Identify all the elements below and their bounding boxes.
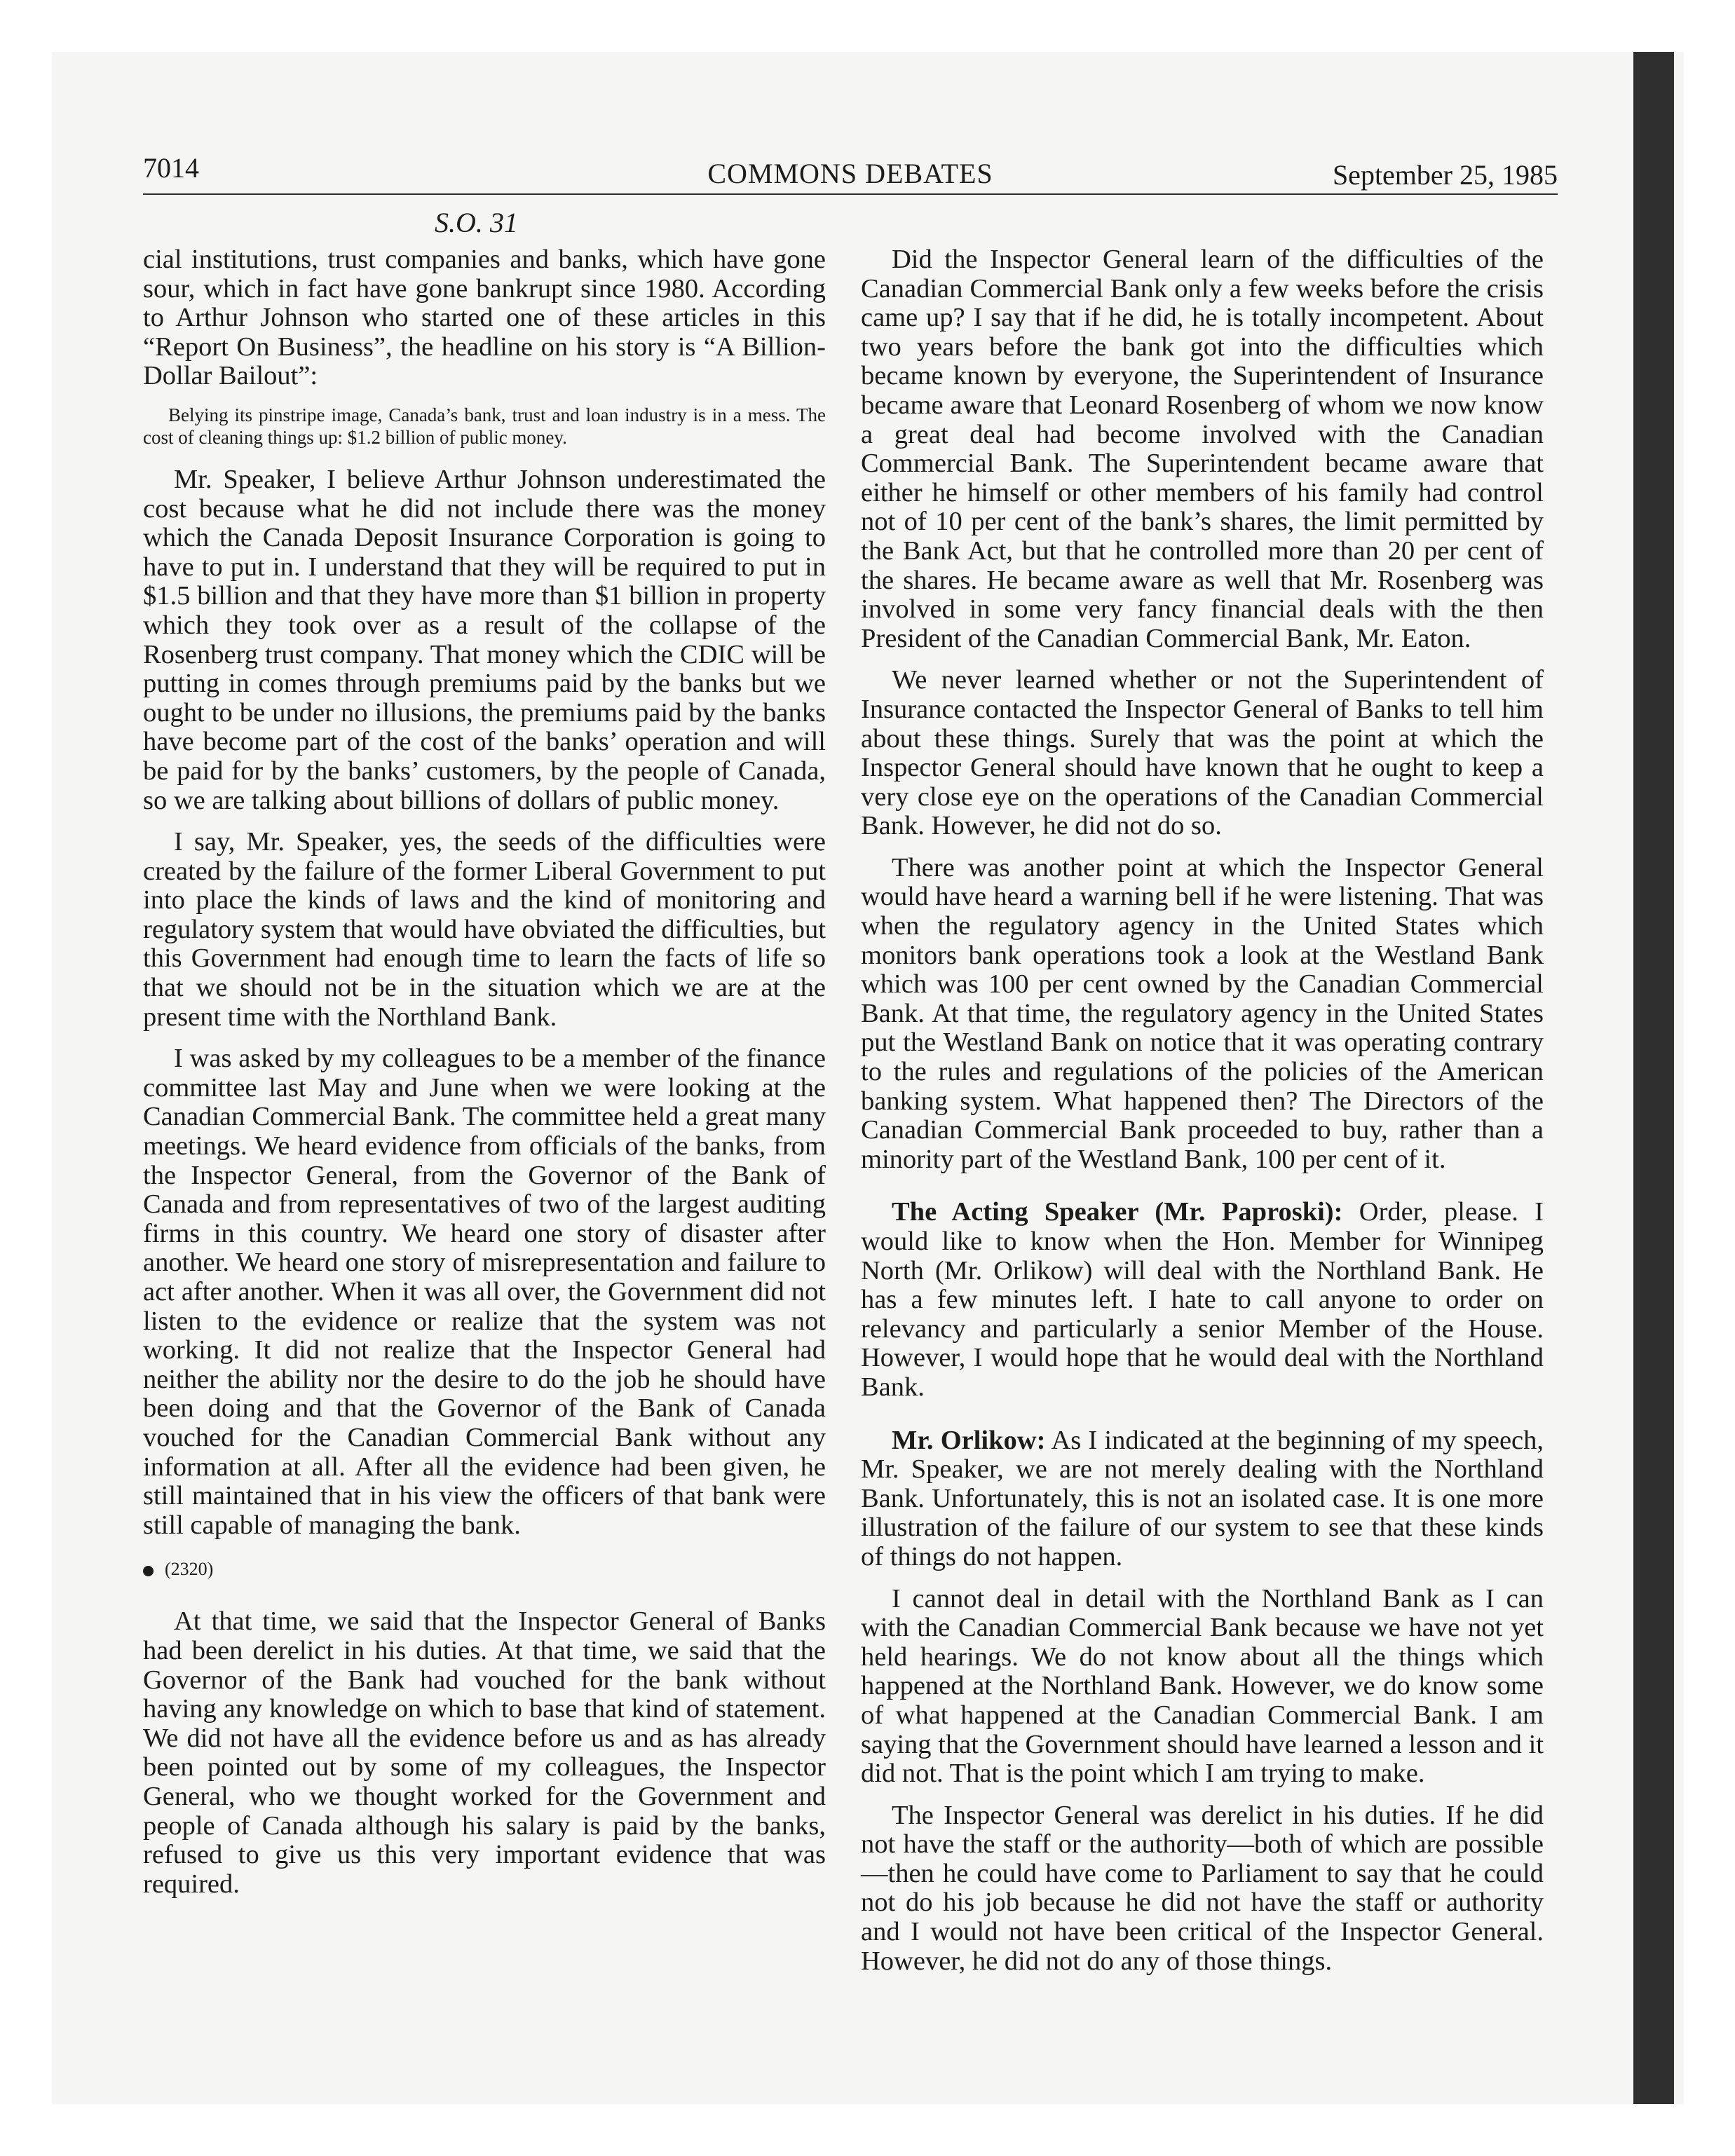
speech-paragraph xyxy=(861,1426,1544,1572)
publication-date: September 25, 1985 xyxy=(1332,159,1558,191)
bullet-icon xyxy=(143,1566,154,1576)
left-column xyxy=(143,245,826,1911)
speech-text: Order, please. I would like to know when the Hon. Member for Winnipeg North (Mr. Orlikow) will deal with the Northland Bank. He has a few minutes left. I hate to call anyone to order on relevancy and particularly a senior Member of the House. However, I would hope that he would deal with the Northland Bank. xyxy=(861,1197,1544,1402)
paragraph: cial institutions, trust companies and banks, which have gone sour, which in fact have gone bankrupt since 1980. According to Arthur Johnson who started one of these articles in this “Report On Business”, the headline on his story is “A Billion-Dollar Bailout”: xyxy=(143,245,826,391)
paragraph: Did the Inspector General learn of the difficulties of the Canadian Commercial Bank only a few weeks before the crisis came up? I say that if he did, he is totally incompetent. About two years before the bank got into the difficulties which became known by everyone, the Superintendent of Insurance became aware that Leonard Rosenberg of whom we now know a great deal had become involved with the Canadian Commercial Bank. The Superintendent became aware that either he himself or other members of his family had control not of 10 per cent of the bank’s shares, the limit permitted by the Bank Act, but that he controlled more than 20 per cent of the shares. He became aware as well that Mr. Rosenberg was involved in some very fancy financial deals with the then President of the Canadian Commercial Bank, Mr. Eaton. xyxy=(861,245,1544,653)
page-header xyxy=(143,154,1558,195)
speaker-name: Mr. Orlikow: xyxy=(892,1425,1046,1455)
paragraph: We never learned whether or not the Superintendent of Insurance contacted the Inspector General of Banks to tell him about these things. Surely that was the point at which the Inspector General should have known that he ought to keep a very close eye on the operations of the Canadian Commercial Bank. However, he did not do so. xyxy=(861,665,1544,841)
paragraph: The Inspector General was derelict in his duties. If he did not have the staff or the authority—both of which are possible—then he could have come to Parliament to say that he could not do his job because he did not have the staff or authority and I would not have been critical of the Inspector General. However, he did not do any of those things. xyxy=(861,1800,1544,1976)
paragraph: I cannot deal in detail with the Northland Bank as I can with the Canadian Commercial Bank because we have not yet held hearings. We do not know about all the things which happened at the Northland Bank. However, we do know some of what happened at the Canadian Commercial Bank. I am saying that the Government should have learned a lesson and it did not. That is the point which I am trying to make. xyxy=(861,1583,1544,1789)
block-quote: Belying its pinstripe image, Canada’s bank, trust and loan industry is in a mess. The cost of cleaning things up: $1.2 billion of public money. xyxy=(143,404,826,448)
paragraph: I was asked by my colleagues to be a member of the finance committee last May and June when we were looking at the Canadian Commercial Bank. The committee held a great many meetings. We heard evidence from officials of the banks, from the Inspector General, from the Governor of the Bank of Canada and from representatives of two of the largest auditing firms in this country. We heard one story of disaster after another. We heard one story of misrepresentation and failure to act after another. When it was all over, the Government did not listen to the evidence or realize that the system was not working. It did not realize that the Inspector General had neither the ability nor the desire to do the job he should have been doing and that the Governor of the Bank of Canada vouched for the Canadian Commercial Bank without any information at all. After all the evidence had been given, he still maintained that in his view the officers of that bank were still capable of managing the bank. xyxy=(143,1044,826,1540)
scan-edge-bar xyxy=(1633,52,1674,2104)
speech-text: As I indicated at the beginning of my speech, Mr. Speaker, we are not merely dealing with the Northland Bank. Unfortunately, this is not an isolated case. It is one more illustration of the failure of our system to see that these kinds of things do not happen. xyxy=(861,1425,1544,1571)
speech-paragraph xyxy=(861,1198,1544,1402)
time-stamp-text: (2320) xyxy=(165,1559,214,1580)
paragraph: There was another point at which the Inspector General would have heard a warning bell if he were listening. That was when the regulatory agency in the United States which monitors bank operations took a look at the Westland Bank which was 100 per cent owned by the Canadian Commercial Bank. At that time, the regulatory agency in the United States put the Westland Bank on notice that it was operating contrary to the rules and regulations of the policies of the American banking system. What happened then? The Directors of the Canadian Commercial Bank proceeded to buy, rather than a minority part of the Westland Bank, 100 per cent of it. xyxy=(861,852,1544,1174)
speaker-name: The Acting Speaker (Mr. Paproski): xyxy=(892,1197,1343,1227)
paragraph: I say, Mr. Speaker, yes, the seeds of the difficulties were created by the failure of the former Liberal Government to put into place the kinds of laws and the kind of monitoring and regulatory system that would have obviated the difficulties, but this Government had enough time to learn the facts of life so that we should not be in the situation which we are at the present time with the Northland Bank. xyxy=(143,827,826,1032)
time-stamp xyxy=(143,1555,826,1583)
page-number: 7014 xyxy=(143,152,199,184)
right-column xyxy=(861,245,1544,1988)
paragraph: At that time, we said that the Inspector General of Banks had been derelict in his duties. At that time, we said that the Governor of the Bank had vouched for the bank without having any knowledge on which to base that kind of statement. We did not have all the evidence before us and as has already been pointed out by some of my colleagues, the Inspector General, who we thought worked for the Government and people of Canada although his salary is paid by the banks, refused to give us this very important evidence that was required. xyxy=(143,1606,826,1899)
paragraph: Mr. Speaker, I believe Arthur Johnson underestimated the cost because what he did not include there was the money which the Canada Deposit Insurance Corporation is going to have to put in. I understand that they will be required to put in $1.5 billion and that they have more than $1 billion in property which they took over as a result of the collapse of the Rosenberg trust company. That money which the CDIC will be putting in comes through premiums paid by the banks but we ought to be under no illusions, the premiums paid by the banks have become part of the cost of the banks’ operation and will be paid for by the banks’ customers, by the people of Canada, so we are talking about billions of dollars of public money. xyxy=(143,464,826,815)
section-reference: S.O. 31 xyxy=(435,207,518,238)
publication-title: COMMONS DEBATES xyxy=(707,158,993,189)
